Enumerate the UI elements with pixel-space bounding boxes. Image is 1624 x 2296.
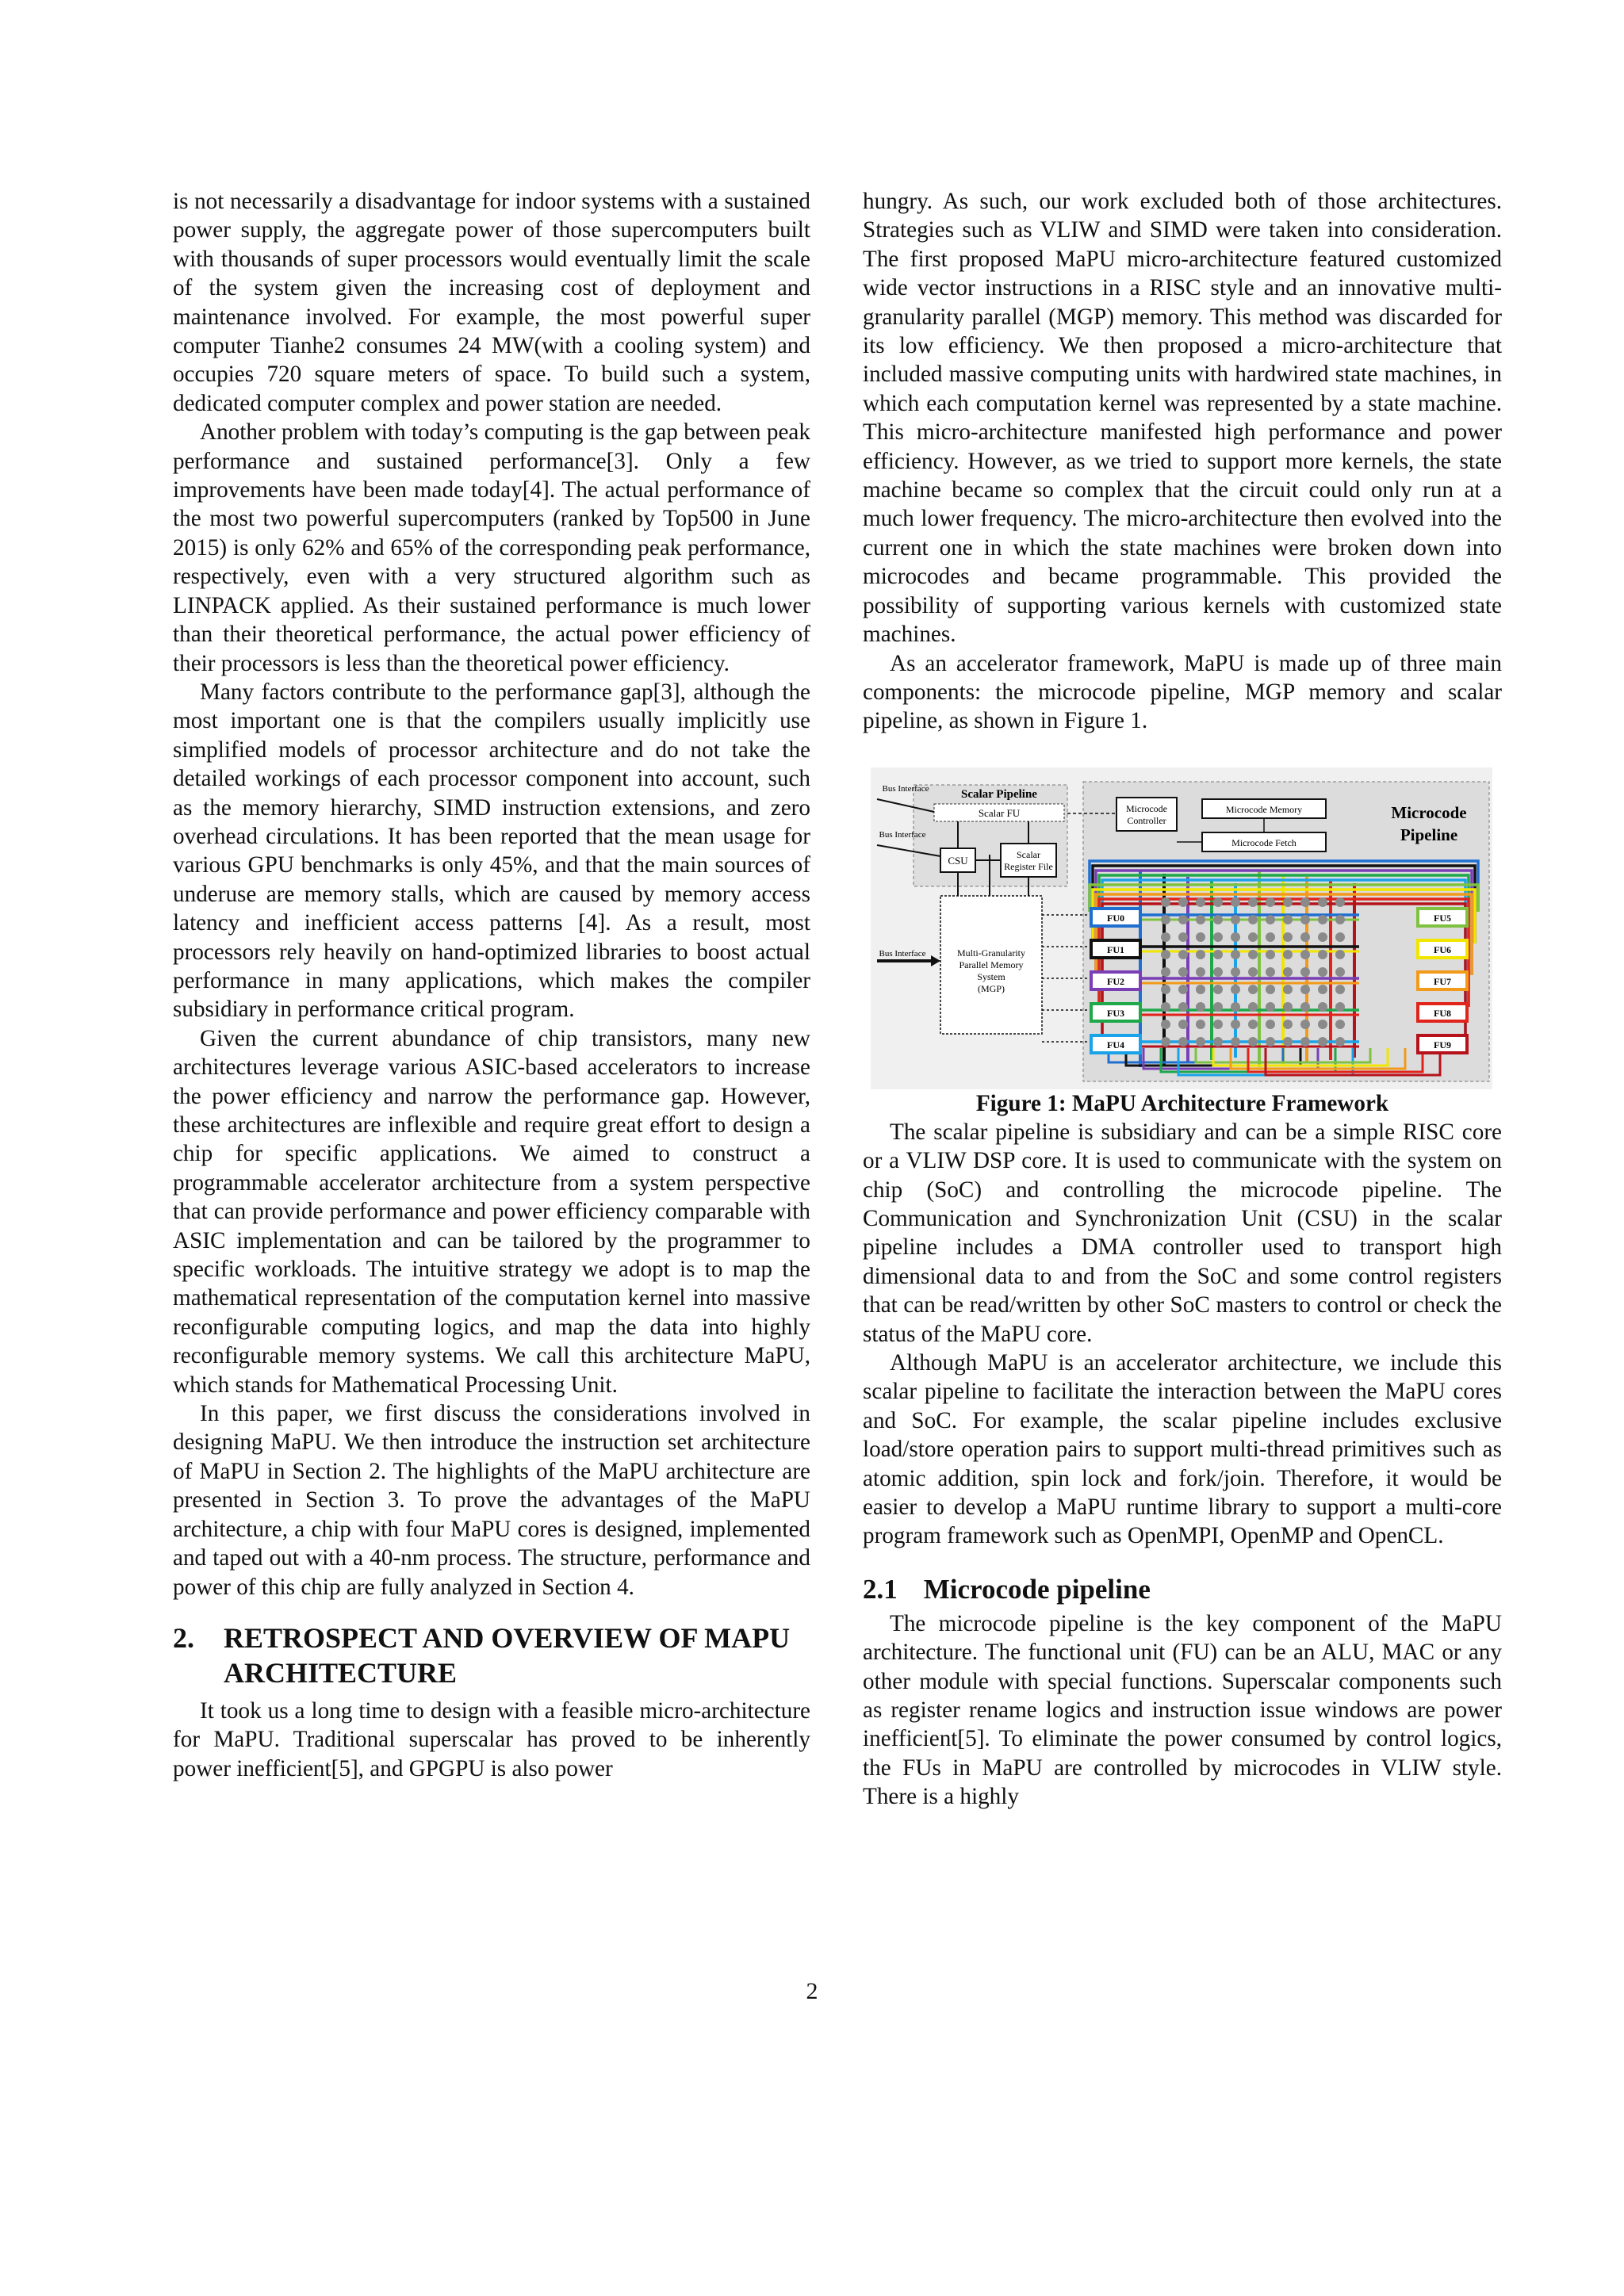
interconnect-node xyxy=(1248,915,1258,924)
microcode-memory-label: Microcode Memory xyxy=(1225,803,1303,815)
fu-label: FU6 xyxy=(1434,943,1451,955)
interconnect-node xyxy=(1161,950,1170,959)
interconnect-node xyxy=(1283,967,1293,977)
interconnect-node xyxy=(1178,985,1188,994)
interconnect-node xyxy=(1178,915,1188,924)
fu-label: FU8 xyxy=(1434,1007,1451,1019)
interconnect-node xyxy=(1231,950,1240,959)
paragraph: Although MaPU is an accelerator architecture, we include this scalar pipeline to facilitate the interaction between the MaPU cores and SoC. For example, the scalar pipeline includes exclusive load/store operation pairs to support multi-thread primitives such as atomic addition, spin lock and fork/join. Therefore, it would be easier to develop a MaPU runtime library to support a multi-core program framework such as OpenMPI, OpenMP and OpenCL. xyxy=(863,1349,1502,1549)
interconnect-node xyxy=(1283,985,1293,994)
interconnect-node xyxy=(1161,985,1170,994)
interconnect-node xyxy=(1300,1020,1310,1029)
subsection-heading xyxy=(863,1573,1502,1606)
mapu-architecture-diagram xyxy=(871,767,1492,1089)
interconnect-node xyxy=(1335,897,1345,907)
interconnect-node xyxy=(1213,950,1223,959)
interconnect-node xyxy=(1318,915,1327,924)
interconnect-node xyxy=(1300,1037,1310,1047)
fu-label: FU5 xyxy=(1434,912,1451,924)
interconnect-node xyxy=(1196,967,1205,977)
interconnect-node xyxy=(1335,1020,1345,1029)
fu-box-fu3 xyxy=(1091,1004,1140,1021)
fu-box-fu4 xyxy=(1091,1035,1140,1053)
interconnect-node xyxy=(1335,932,1345,942)
interconnect-node xyxy=(1178,1020,1188,1029)
interconnect-node xyxy=(1196,1037,1205,1047)
interconnect-node xyxy=(1283,1002,1293,1012)
interconnect-node xyxy=(1335,1002,1345,1012)
paragraph: The microcode pipeline is the key component of the MaPU architecture. The functional unit (FU) can be an ALU, MAC or any other module with special functions. Superscalar components such as register rename logics and instruction issue windows are power inefficient[5]. To eliminate the power consumed by control logics, the FUs in MaPU are controlled by microcodes in VLIW style. There is a highly xyxy=(863,1610,1502,1810)
interconnect-node xyxy=(1231,932,1240,942)
interconnect-node xyxy=(1178,1002,1188,1012)
interconnect-node xyxy=(1161,1037,1170,1047)
interconnect-node xyxy=(1248,985,1258,994)
microcode-fetch-label: Microcode Fetch xyxy=(1231,836,1297,848)
interconnect-node xyxy=(1248,1002,1258,1012)
fu-box-fu0 xyxy=(1091,909,1140,926)
interconnect-node xyxy=(1283,1020,1293,1029)
interconnect-node xyxy=(1248,897,1258,907)
interconnect-node xyxy=(1283,915,1293,924)
interconnect-node xyxy=(1231,1037,1240,1047)
scalar-register-file-label: Scalar xyxy=(1017,848,1040,860)
microcode-pipeline-label: Pipeline xyxy=(1400,825,1458,844)
fu-box-fu2 xyxy=(1091,972,1140,989)
interconnect-node xyxy=(1213,1002,1223,1012)
interconnect-node xyxy=(1335,915,1345,924)
interconnect-node xyxy=(1231,915,1240,924)
interconnect-node xyxy=(1213,967,1223,977)
interconnect-node xyxy=(1161,915,1170,924)
fu-box-fu1 xyxy=(1091,940,1140,958)
interconnect-node xyxy=(1318,967,1327,977)
interconnect-node xyxy=(1335,950,1345,959)
interconnect-node xyxy=(1283,950,1293,959)
paragraph: The scalar pipeline is subsidiary and can be a simple RISC core or a VLIW DSP core. It is used to communicate with the system on chip (SoC) and controlling the microcode pipeline. The Communication and Synchronization Unit (CSU) in the scalar pipeline includes a DMA controller used to transport high dimensional data to and from the SoC and some control registers that can be read/written by other SoC masters to control or check the status of the MaPU core. xyxy=(863,1119,1502,1347)
interconnect-node xyxy=(1231,1002,1240,1012)
interconnect-node xyxy=(1335,985,1345,994)
interconnect-node xyxy=(1300,985,1310,994)
paragraph: In this paper, we first discuss the considerations involved in designing MaPU. We then introduce the instruction set architecture of MaPU in Section 2. The highlights of the MaPU architecture are presented in Section 3. To prove the advantages of the MaPU architecture, a chip with four MaPU cores is designed, implemented and taped out with a 40-nm process. The structure, performance and power of this chip are fully analyzed in Section 4. xyxy=(173,1401,810,1600)
interconnect-node xyxy=(1248,967,1258,977)
interconnect-node xyxy=(1300,967,1310,977)
interconnect-node xyxy=(1318,1037,1327,1047)
interconnect-node xyxy=(1161,897,1170,907)
interconnect-node xyxy=(1283,932,1293,942)
bus-interface-label: Bus Interface xyxy=(879,948,926,959)
fu-box-fu7 xyxy=(1418,972,1467,989)
fu-label: FU1 xyxy=(1107,943,1124,955)
fu-label: FU3 xyxy=(1107,1007,1124,1019)
paragraph: hungry. As such, our work excluded both of those architectures. Strategies such as VLIW and SIMD were taken into consideration. The first proposed MaPU micro-architecture featured customized wide vector instructions in a RISC style and an innovative multi-granularity parallel (MGP) memory. This method was discarded for its low efficiency. We then proposed a micro-architecture that included massive computing units with hardwired state machines, in which each computation kernel was represented by a state machine. This micro-architecture manifested high performance and power efficiency. However, as we tried to support more kernels, the state machine became so complex that the circuit could only run at a much lower frequency. The micro-architecture then evolved into the current one in which the state machines were broken down into microcodes and became programmable. This provided the possibility of supporting various kernels with customized state machines. xyxy=(863,189,1502,648)
interconnect-node xyxy=(1248,932,1258,942)
interconnect-node xyxy=(1266,967,1275,977)
interconnect-node xyxy=(1300,932,1310,942)
microcode-controller-label: Controller xyxy=(1127,814,1166,826)
interconnect-node xyxy=(1196,897,1205,907)
interconnect-node xyxy=(1283,1037,1293,1047)
interconnect-node xyxy=(1248,1020,1258,1029)
interconnect-node xyxy=(1248,950,1258,959)
interconnect-node xyxy=(1266,915,1275,924)
section-title: RETROSPECT AND OVERVIEW OF MAPU ARCHITECTURE xyxy=(224,1621,791,1689)
interconnect-node xyxy=(1318,1020,1327,1029)
interconnect-node xyxy=(1266,1002,1275,1012)
interconnect-node xyxy=(1178,897,1188,907)
interconnect-node xyxy=(1178,932,1188,942)
interconnect-node xyxy=(1213,1037,1223,1047)
interconnect-node xyxy=(1213,985,1223,994)
interconnect-node xyxy=(1213,932,1223,942)
interconnect-node xyxy=(1248,1037,1258,1047)
interconnect-node xyxy=(1300,950,1310,959)
figure-1 xyxy=(871,767,1497,1089)
paragraph: Another problem with today’s computing is the gap between peak performance and sustained performance[3]. Only a few improvements have been made today[4]. The actual performance of the most two powerful supercomputers (ranked by Top500 in June 2015) is only 62% and 65% of the corresponding peak performance, respectively, even with a very structured algorithm such as LINPACK applied. As their sustained performance is much lower than their theoretical performance, the actual power efficiency of their processors is less than the theoretical power efficiency. xyxy=(173,419,810,676)
figure-caption: Figure 1: MaPU Architecture Framework xyxy=(975,1090,1389,1116)
interconnect-node xyxy=(1300,915,1310,924)
fu-label: FU9 xyxy=(1434,1039,1451,1050)
interconnect-node xyxy=(1178,1037,1188,1047)
interconnect-node xyxy=(1318,932,1327,942)
interconnect-node xyxy=(1196,950,1205,959)
mgp-label: System xyxy=(977,970,1005,982)
interconnect-node xyxy=(1318,897,1327,907)
mgp-label: Parallel Memory xyxy=(959,959,1024,970)
interconnect-node xyxy=(1335,967,1345,977)
interconnect-node xyxy=(1266,985,1275,994)
subsection-number: 2.1 xyxy=(863,1573,898,1605)
subsection-title: Microcode pipeline xyxy=(923,1573,1151,1605)
interconnect-node xyxy=(1318,950,1327,959)
microcode-controller-label: Microcode xyxy=(1126,802,1167,814)
interconnect-node xyxy=(1318,1002,1327,1012)
interconnect-node xyxy=(1178,967,1188,977)
interconnect-node xyxy=(1300,897,1310,907)
mgp-label: Multi-Granularity xyxy=(957,947,1025,959)
fu-box-fu5 xyxy=(1418,909,1467,926)
paragraph: is not necessarily a disadvantage for indoor systems with a sustained power supply, the aggregate power of those supercomputers built with thousands of super processors would eventually limit the scale of the system given the increasing cost of deployment and maintenance involved. For example, the most powerful super computer Tianhe2 consumes 24 MW(with a cooling system) and occupies 720 square meters of space. To build such a system, dedicated computer complex and power station are needed. xyxy=(173,189,810,416)
interconnect-node xyxy=(1196,932,1205,942)
interconnect-node xyxy=(1161,967,1170,977)
interconnect-node xyxy=(1161,1002,1170,1012)
fu-label: FU7 xyxy=(1434,975,1451,987)
mgp-label: (MGP) xyxy=(977,982,1005,994)
paragraph: As an accelerator framework, MaPU is made up of three main components: the microcode pipeline, MGP memory and scalar pipeline, as shown in Figure 1. xyxy=(863,650,1502,734)
left-column xyxy=(173,187,810,1783)
paragraph: It took us a long time to design with a feasible micro-architecture for MaPU. Traditional superscalar has proved to be inherently power inefficient[5], and GPGPU is also power xyxy=(173,1697,810,1781)
scalar-fu-label: Scalar FU xyxy=(978,806,1021,819)
bus-interface-label: Bus Interface xyxy=(882,783,929,794)
interconnect-node xyxy=(1161,1020,1170,1029)
interconnect-node xyxy=(1231,985,1240,994)
section-number: 2. xyxy=(173,1621,194,1654)
interconnect-node xyxy=(1213,897,1223,907)
fu-label: FU0 xyxy=(1107,912,1124,924)
microcode-pipeline-label: Microcode xyxy=(1391,802,1467,822)
interconnect-node xyxy=(1213,915,1223,924)
interconnect-node xyxy=(1231,1020,1240,1029)
interconnect-node xyxy=(1266,1020,1275,1029)
csu-label: CSU xyxy=(948,854,968,867)
fu-label: FU4 xyxy=(1107,1039,1124,1050)
fu-box-fu9 xyxy=(1418,1035,1467,1053)
interconnect-node xyxy=(1196,985,1205,994)
interconnect-node xyxy=(1196,1002,1205,1012)
interconnect-node xyxy=(1300,1002,1310,1012)
interconnect-node xyxy=(1283,897,1293,907)
interconnect-node xyxy=(1266,1037,1275,1047)
interconnect-node xyxy=(1335,1037,1345,1047)
interconnect-node xyxy=(1213,1020,1223,1029)
fu-box-fu8 xyxy=(1418,1004,1467,1021)
fu-label: FU2 xyxy=(1107,975,1124,987)
page-number: 2 xyxy=(806,1978,818,2004)
bus-interface-label: Bus Interface xyxy=(879,829,926,840)
interconnect-node xyxy=(1178,950,1188,959)
interconnect-node xyxy=(1318,985,1327,994)
fu-box-fu6 xyxy=(1418,940,1467,958)
interconnect-node xyxy=(1161,932,1170,942)
paragraph: Many factors contribute to the performance gap[3], although the most important one is that the compilers usually implicitly use simplified models of processor architecture and do not take the detailed workings of each processor component into account, such as the memory hierarchy, SIMD instruction extensions, and zero overhead circulations. It has been reported that the mean usage for various GPU benchmarks is only 45%, and that the main sources of underuse are memory stalls, which are caused by memory access latency and inefficient access patterns [4]. As a result, most processors rely heavily on hand-optimized libraries to boost actual performance in many applications, which makes the compiler subsidiary in performance critical program. xyxy=(173,679,810,1023)
interconnect-node xyxy=(1266,932,1275,942)
scalar-register-file-label: Register File xyxy=(1004,860,1053,872)
interconnect-node xyxy=(1196,1020,1205,1029)
interconnect-node xyxy=(1231,897,1240,907)
scalar-pipeline-label: Scalar Pipeline xyxy=(961,787,1037,801)
interconnect-node xyxy=(1231,967,1240,977)
section-heading xyxy=(173,1621,810,1690)
interconnect-node xyxy=(1196,915,1205,924)
interconnect-node xyxy=(1266,950,1275,959)
paragraph: Given the current abundance of chip transistors, many new architectures leverage various ASIC-based accelerators to increase the power efficiency and narrow the performance gap. However, these architectures are inflexible and require great effort to design a chip for specific applications. We aimed to construct a programmable accelerator architecture from a system perspective that can provide performance and power efficiency comparable with ASIC implementation and can be tailored by the programmer to specific workloads. The intuitive strategy we adopt is to map the mathematical representation of the computation kernel into massive reconfigurable computing logics, and map the data into highly reconfigurable memory systems. We call this architecture MaPU, which stands for Mathematical Processing Unit. xyxy=(173,1025,810,1398)
right-column xyxy=(863,187,1502,1812)
interconnect-node xyxy=(1266,897,1275,907)
